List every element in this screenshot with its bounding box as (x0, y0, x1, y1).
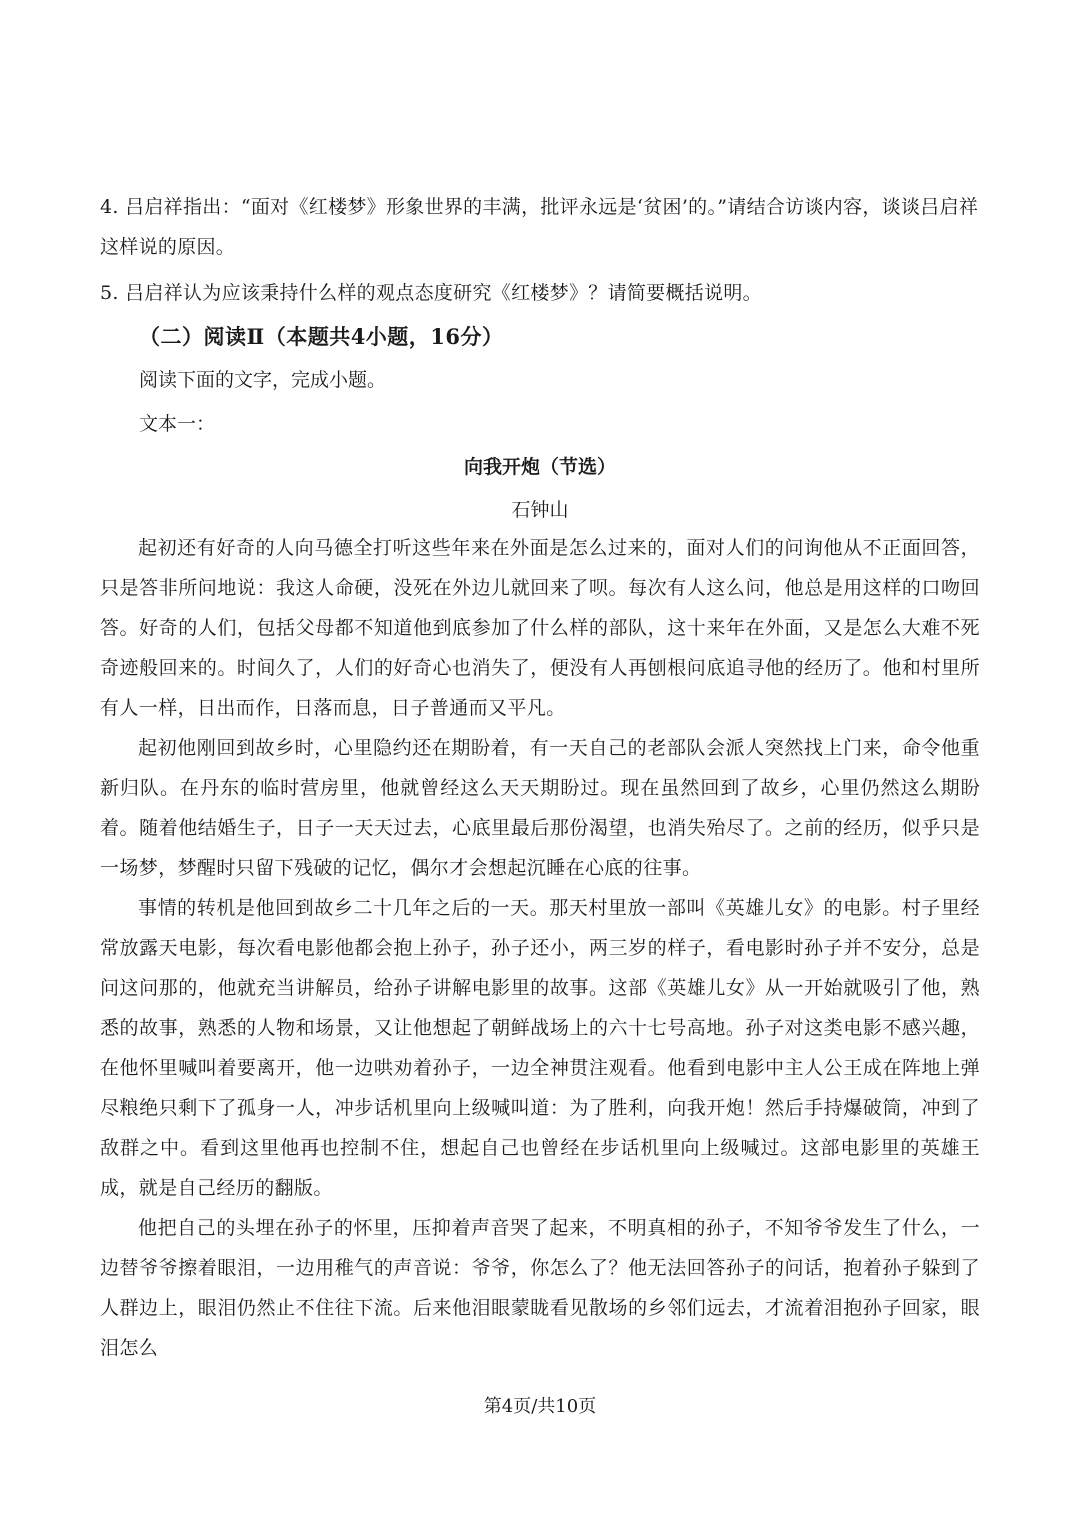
article-paragraph-1: 起初还有好奇的人向马德全打听这些年来在外面是怎么过来的，面对人们的问询他从不正面回答，只是答非所问地说：我这人命硬，没死在外边儿就回来了呗。每次有人这么问，他总是用这样的口吻回答。好奇的人们，包括父母都不知道他到底参加了什么样的部队，这十来年在外面，又是怎么大难不死奇迹般回来的。时间久了，人们的好奇心也消失了，便没有人再刨根问底追寻他的经历了。他和村里所有人一样，日出而作，日落而息，日子普通而又平凡。 (100, 537, 980, 719)
question-5: 5. 吕启祥认为应该秉持什么样的观点态度研究《红楼梦》？请简要概括说明。 (100, 282, 762, 304)
article-author: 石钟山 (511, 499, 569, 521)
article-paragraph-3: 事情的转机是他回到故乡二十几年之后的一天。那天村里放一部叫《英雄儿女》的电影。村子里经常放露天电影，每次看电影他都会抱上孙子，孙子还小，两三岁的样子，看电影时孙子并不安分，总是问这问那的，他就充当讲解员，给孙子讲解电影里的故事。这部《英雄儿女》从一开始就吸引了他，熟悉的故事，熟悉的人物和场景，又让他想起了朝鲜战场上的六十七号高地。孙子对这类电影不感兴趣，在他怀里喊叫着要离开，他一边哄劝着孙子，一边全神贯注观看。他看到电影中主人公王成在阵地上弹尽粮绝只剩下了孤身一人，冲步话机里向上级喊叫道：为了胜利，向我开炮！然后手持爆破筒，冲到了敌群之中。看到这里他再也控制不住，想起自己也曾经在步话机里向上级喊过。这部电影里的英雄王成，就是自己经历的翻版。 (100, 897, 980, 1199)
article-title: 向我开炮（节选） (463, 456, 616, 478)
text-label: 文本一： (139, 413, 216, 435)
page-number: 第4页/共10页 (483, 1396, 597, 1417)
section-instruction: 阅读下面的文字，完成小题。 (139, 369, 387, 391)
article-body (100, 528, 980, 1368)
question-4: 4. 吕启祥指出：“面对《红楼梦》形象世界的丰满，批评永远是‘贫困’的。”请结合访谈内容，谈谈吕启祥这样说的原因。 (100, 196, 979, 258)
article-paragraph-4: 他把自己的头埋在孙子的怀里，压抑着声音哭了起来，不明真相的孙子，不知爷爷发生了什么，一边替爷爷擦着眼泪，一边用稚气的声音说：爷爷，你怎么了？他无法回答孙子的问话，抱着孙子躲到了人群边上，眼泪仍然止不住往下流。后来他泪眼蒙眬看见散场的乡邻们远去，才流着泪抱孙子回家，眼泪怎么 (100, 1217, 980, 1359)
section-title: （二）阅读Ⅱ（本题共4小题，16分） (139, 324, 504, 349)
article-paragraph-2: 起初他刚回到故乡时，心里隐约还在期盼着，有一天自己的老部队会派人突然找上门来，命令他重新归队。在丹东的临时营房里，他就曾经这么天天期盼过。现在虽然回到了故乡，心里仍然这么期盼着。随着他结婚生子，日子一天天过去，心底里最后那份渴望，也消失殆尽了。之前的经历，似乎只是一场梦，梦醒时只留下残破的记忆，偶尔才会想起沉睡在心底的往事。 (100, 737, 980, 879)
